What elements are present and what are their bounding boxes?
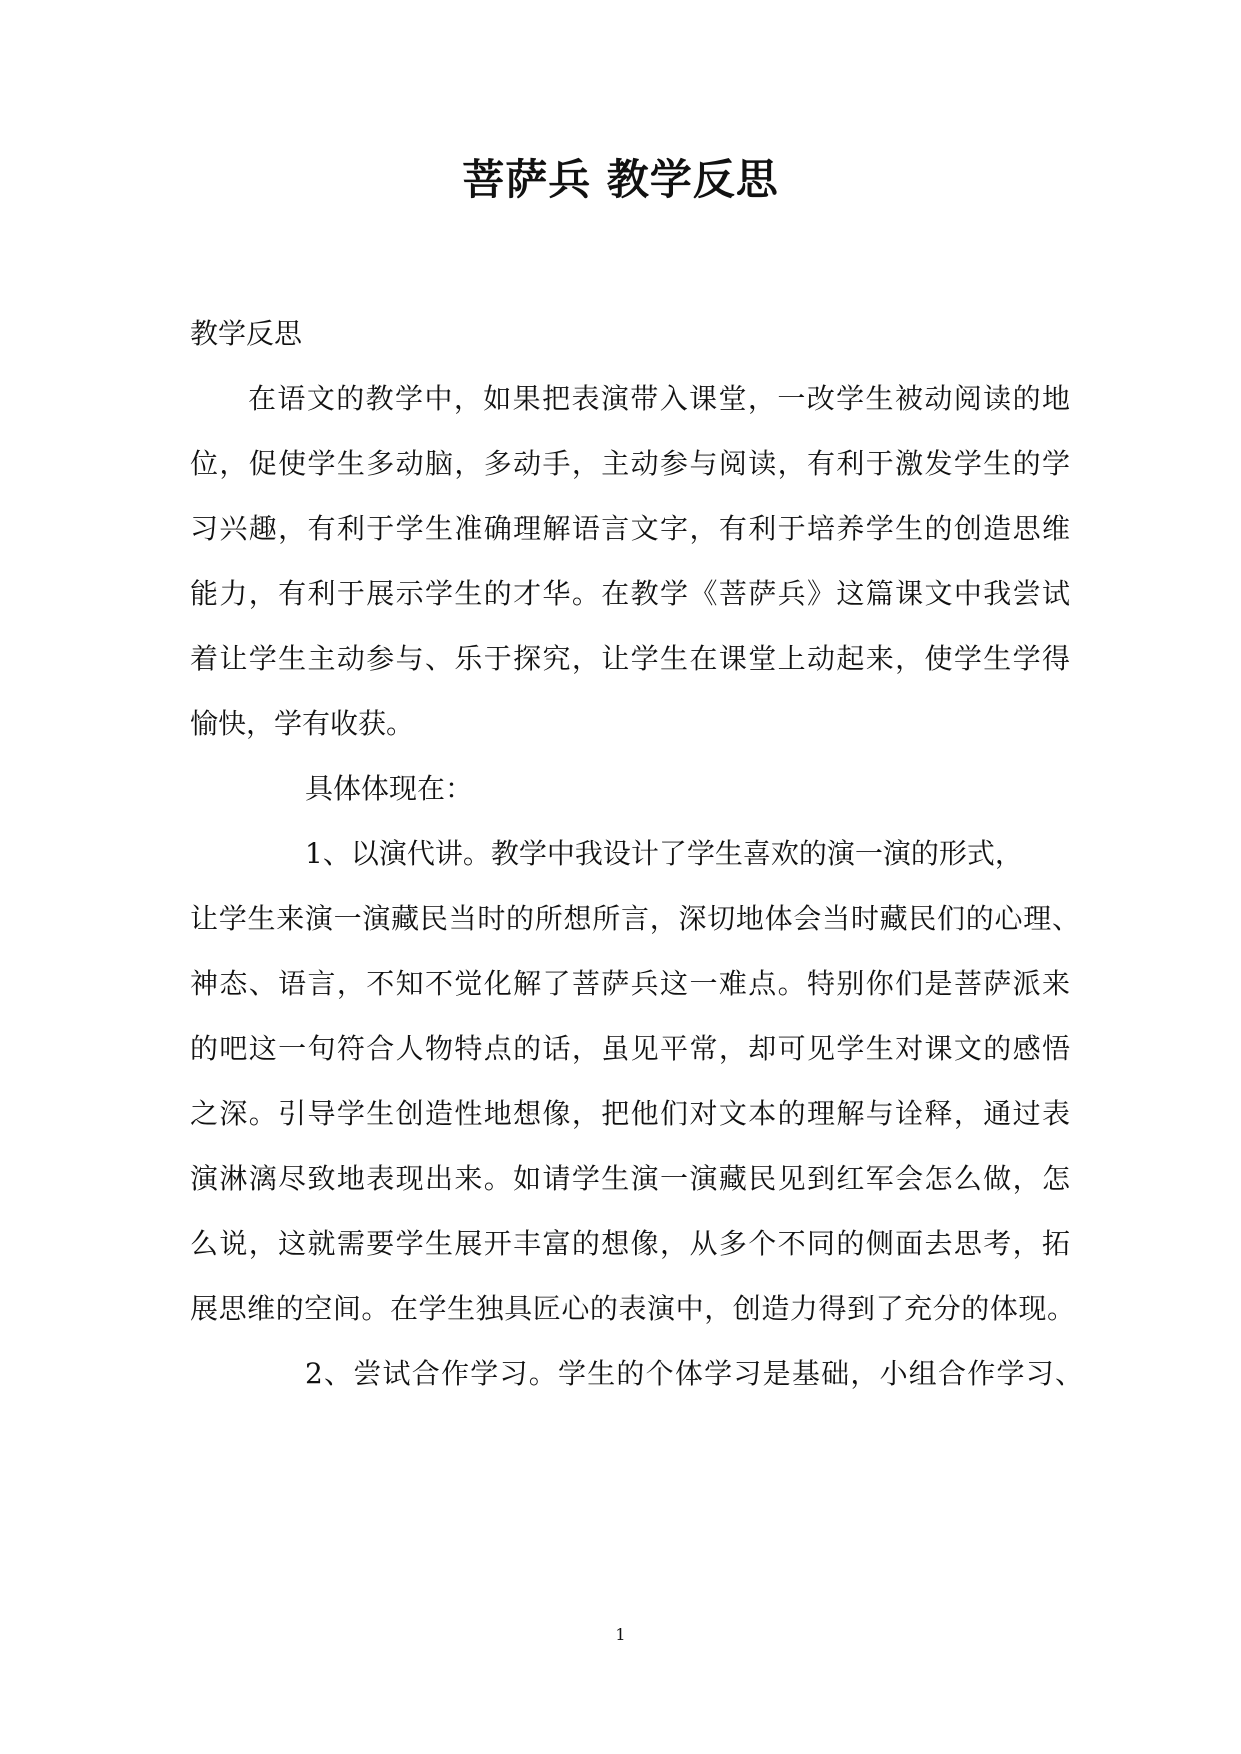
list-item-line: 让学生来演一演藏民当时的所想所言，深切地体会当时藏民们的心理、 — [190, 902, 1080, 935]
list-item-line: 之深。引导学生创造性地想像，把他们对文本的理解与诠释，通过表 — [190, 1097, 1070, 1130]
list-item-line: 的吧这一句符合人物特点的话，虽见平常，却可见学生对课文的感悟 — [190, 1032, 1070, 1065]
page-number: 1 — [615, 1625, 626, 1644]
list-item-line: 么说，这就需要学生展开丰富的想像，从多个不同的侧面去思考，拓 — [190, 1227, 1070, 1260]
list-item-line: 2、尝试合作学习。学生的个体学习是基础，小组合作学习、 — [305, 1357, 1083, 1390]
paragraph-line: 位，促使学生多动脑，多动手，主动参与阅读，有利于激发学生的学 — [190, 447, 1070, 480]
list-item-line: 1、以演代讲。教学中我设计了学生喜欢的演一演的形式， — [305, 837, 1023, 870]
paragraph-line: 愉快，学有收获。 — [190, 707, 415, 740]
list-item-line: 神态、语言，不知不觉化解了菩萨兵这一难点。特别你们是菩萨派来 — [190, 967, 1070, 1000]
list-item-line: 展思维的空间。在学生独具匠心的表演中，创造力得到了充分的体现。 — [190, 1292, 1075, 1325]
paragraph-line: 在语文的教学中，如果把表演带入课堂，一改学生被动阅读的地 — [248, 382, 1070, 415]
document-title: 菩萨兵 教学反思 — [462, 155, 779, 204]
paragraph-line: 着让学生主动参与、乐于探究，让学生在课堂上动起来，使学生学得 — [190, 642, 1070, 675]
paragraph-line: 能力，有利于展示学生的才华。在教学《菩萨兵》这篇课文中我尝试 — [190, 577, 1070, 610]
paragraph-line: 习兴趣，有利于学生准确理解语言文字，有利于培养学生的创造思维 — [190, 512, 1070, 545]
paragraph-line: 具体体现在： — [305, 772, 474, 805]
section-heading: 教学反思 — [190, 317, 303, 350]
list-item-line: 演淋漓尽致地表现出来。如请学生演一演藏民见到红军会怎么做，怎 — [190, 1162, 1070, 1195]
